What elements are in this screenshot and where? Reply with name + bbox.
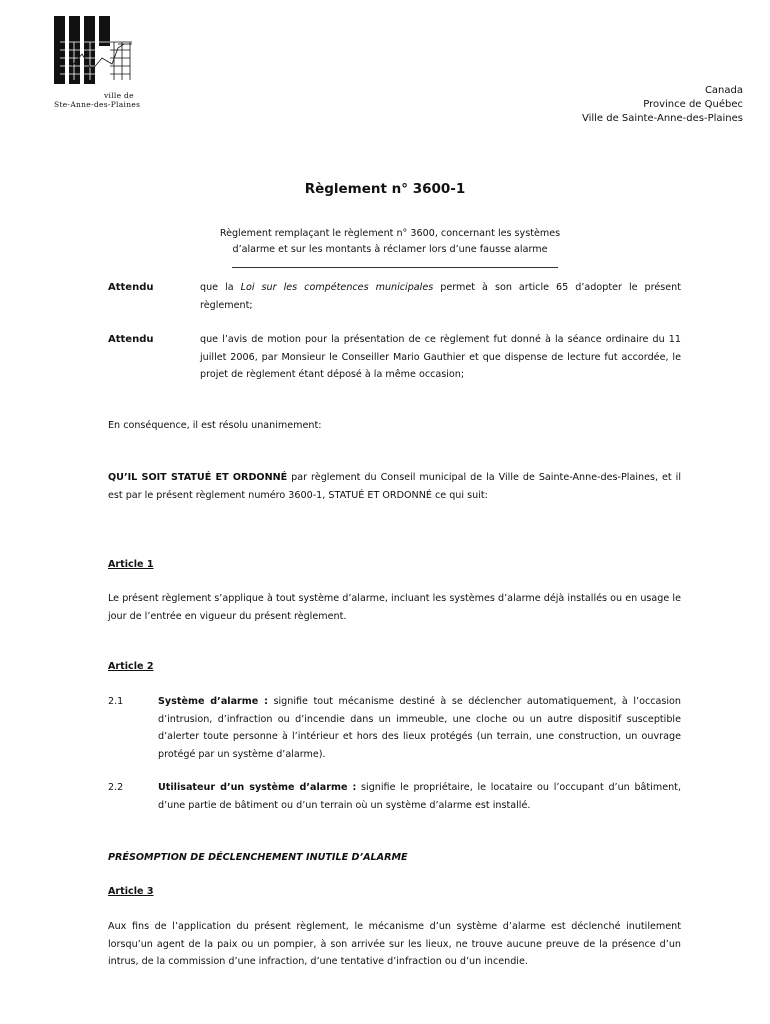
logo-caption-name: Ste-Anne-des-Plaines [54, 100, 141, 109]
item-2-1-number: 2.1 [108, 696, 124, 707]
statue-bold: QU’IL SOIT STATUÉ ET ORDONNÉ [108, 472, 288, 483]
attendu-text-1: que la Loi sur les compétences municipales permet à son article 65 d’adopter le présent règlement; [200, 282, 682, 311]
section-heading: PRÉSOMPTION DE DÉCLENCHEMENT INUTILE D’ALARME [108, 852, 408, 863]
consequence-text: En conséquence, il est résolu unanimement: [108, 420, 322, 431]
item-2-1-term: Système d’alarme : [158, 696, 268, 707]
address-city: Ville de Sainte-Anne-des-Plaines [581, 113, 743, 124]
document-subtitle [190, 226, 590, 258]
statue-paragraph: QU’IL SOIT STATUÉ ET ORDONNÉ par règlement du Conseil municipal de la Ville de Sainte-Anne-des-Plaines, et il est par le présent règlement numéro 3600-1, STATUÉ ET ORDONNÉ ce qui suit: [108, 472, 681, 501]
article-1-text: Le présent règlement s’applique à tout système d’alarme, incluant les systèmes d’alarme déjà installés ou en usage le jour de l’entrée en vigueur du présent règlement. [108, 593, 681, 622]
address-province: Province de Québec [643, 99, 743, 110]
item-2-2-term: Utilisateur d’un système d’alarme : [158, 782, 357, 793]
subtitle-line-2: d’alarme et sur les montants à réclamer lors d’une fausse alarme [232, 244, 548, 255]
article-3-heading: Article 3 [108, 886, 154, 897]
article-3-text: Aux fins de l’application du présent règlement, le mécanisme d’un système d’alarme est déclenché inutilement lorsqu’un agent de la paix ou un pompier, à son arrivée sur les lieux, ne trouve aucune preuve de la présence d’un intrus, de la commission d’une infraction, d’une tentative d’infraction ou d’un incendie. [108, 921, 681, 967]
attendu-label-2: Attendu [108, 334, 154, 345]
address-block [582, 84, 743, 126]
article-1-heading: Article 1 [108, 559, 154, 570]
subtitle-line-1: Règlement remplaçant le règlement n° 3600, concernant les systèmes [219, 228, 561, 239]
attendu-label-1: Attendu [108, 282, 154, 293]
title-underline [232, 267, 558, 268]
logo-caption-ville: ville de [104, 91, 134, 100]
address-country: Canada [704, 85, 743, 96]
item-2-2-number: 2.2 [108, 782, 124, 793]
article-2-heading: Article 2 [108, 661, 154, 672]
item-2-2-text: Utilisateur d’un système d’alarme : signifie le propriétaire, le locataire ou l’occupant d’un bâtiment, d’une partie de bâtiment ou d’un terrain où un système d’alarme est installé. [158, 782, 681, 811]
document-title: Règlement n° 3600-1 [304, 181, 466, 197]
item-2-1-text: Système d’alarme : signifie tout mécanisme destiné à se déclencher automatiquement, à l’occasion d’intrusion, d’infraction ou d’incendie dans un immeuble, une cloche ou un autre dispositif susceptible d’alerter toute personne à l’intérieur et hors des lieux protégés (un terrain, une construction, un ouvrage protégé par un système d’alarme). [158, 696, 681, 760]
law-title: Loi sur les compétences municipales [240, 282, 434, 293]
attendu-text-2: que l’avis de motion pour la présentation de ce règlement fut donné à la séance ordinaire du 11 juillet 2006, par Monsieur le Conseiller Mario Gauthier et que dispense de lecture fut accordée, le projet de règlement étant déposé à la même occasion; [200, 334, 681, 380]
